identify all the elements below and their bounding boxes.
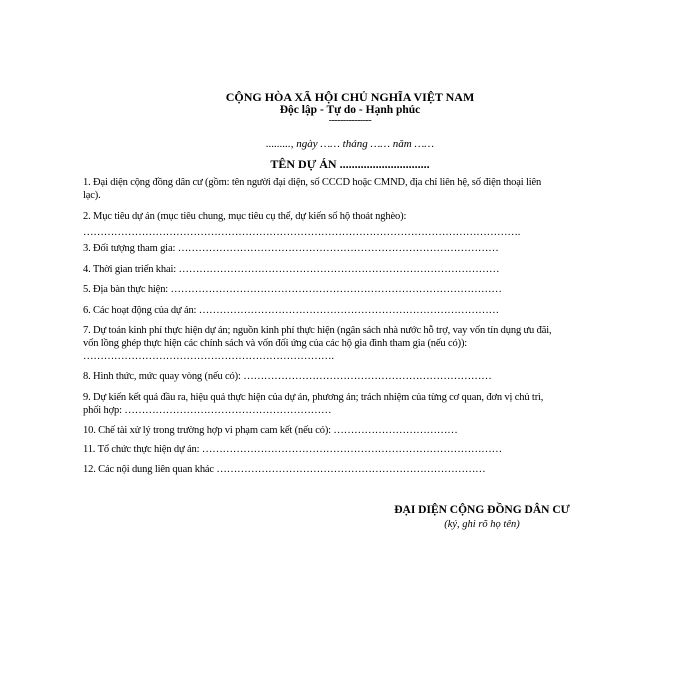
item-9-outputs (83, 391, 623, 417)
item-text-cont: ………………………………………………………………………………………………………………. (83, 227, 521, 238)
item-text: 8. Hình thức, mức quay vòng (nếu có): ……………………………………………………………… (83, 371, 492, 382)
item-11-implementation (83, 443, 623, 456)
item-2-objectives (83, 210, 623, 239)
item-text: 11. Tổ chức thực hiện dự án: …………………………………………………………………………… (83, 444, 503, 455)
project-title: TÊN DỰ ÁN .............................. (270, 157, 430, 171)
item-text: 10. Chế tài xử lý trong trường hợp vi phạm cam kết (nếu có): ……………………………… (83, 425, 458, 436)
item-text: 12. Các nội dung liên quan khác …………………………………………………………………… (83, 464, 486, 475)
item-8-rotation (83, 370, 623, 383)
nation-heading: CỘNG HÒA XÃ HỘI CHỦ NGHĨA VIỆT NAM (225, 90, 475, 104)
item-5-location (83, 283, 623, 296)
item-text: 2. Mục tiêu dự án (mục tiêu chung, mục tiêu cụ thể, dự kiến số hộ thoát nghèo): (83, 211, 407, 222)
item-text: 4. Thời gian triển khai: ………………………………………………………………………………… (83, 264, 500, 275)
item-6-activities (83, 304, 623, 317)
item-text-cont: vốn lồng ghép thực hiện các chính sách và vốn đối ứng của các hộ gia đình tham gia (nếu có)): (83, 338, 468, 349)
item-7-budget (83, 324, 623, 363)
item-text: 5. Địa bàn thực hiện: …………………………………………………………………………………… (83, 284, 502, 295)
item-1-representative (83, 176, 623, 202)
header-divider: --------------- (328, 115, 372, 126)
item-text: 3. Đối tượng tham gia: ………………………………………………………………………………… (83, 243, 499, 254)
item-text-cont: lạc). (83, 190, 101, 201)
item-3-participants (83, 242, 623, 255)
item-text-cont: phối hợp: …………………………………………………… (83, 405, 332, 416)
date-line: ........., ngày …… tháng …… năm …… (265, 138, 435, 150)
signature-title: ĐẠI DIỆN CỘNG ĐỒNG DÂN CƯ (394, 504, 570, 516)
item-text-cont: ………………………………………………………………. (83, 351, 334, 362)
item-12-other (83, 463, 623, 476)
item-4-duration (83, 263, 623, 276)
item-text: 9. Dự kiến kết quả đầu ra, hiệu quả thực hiện của dự án, phương án; trách nhiệm của từng cơ quan, đơn vị chủ trì, (83, 392, 544, 403)
item-10-sanctions (83, 424, 623, 437)
item-text: 6. Các hoạt động của dự án: …………………………………………………………………………… (83, 305, 499, 316)
signature-note: (ký, ghi rõ họ tên) (444, 519, 520, 530)
item-text: 1. Đại diện cộng đồng dân cư (gồm: tên người đại diện, số CCCD hoặc CMND, địa chỉ liên hệ, số điện thoại liên (83, 177, 542, 188)
motto-heading: Độc lập - Tự do - Hạnh phúc (279, 104, 421, 116)
item-text: 7. Dự toán kinh phí thực hiện dự án; nguồn kinh phí thực hiện (ngân sách nhà nước hỗ trợ, vay vốn tín dụng ưu đãi, (83, 325, 552, 336)
